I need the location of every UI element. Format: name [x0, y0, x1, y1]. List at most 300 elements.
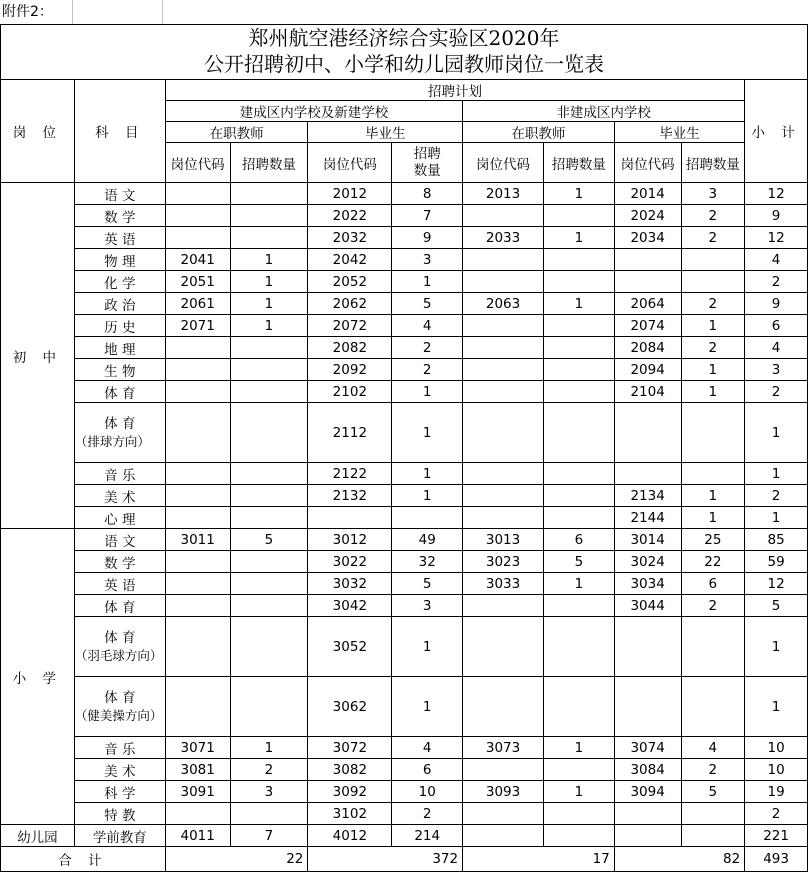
header-post: 岗 位: [1, 80, 75, 183]
count-cell: [681, 403, 745, 463]
post-code-cell: 2144: [614, 507, 681, 529]
attachment-row: [0, 0, 808, 25]
post-code-cell: [463, 595, 544, 617]
post-code-cell: [165, 507, 230, 529]
subject-cell: 生 物: [74, 359, 165, 381]
count-cell: 2: [681, 205, 745, 227]
page-title: [0, 25, 808, 80]
count-cell: [543, 825, 614, 847]
post-code-cell: [165, 381, 230, 403]
count-cell: 6: [543, 529, 614, 551]
subtotal-cell: 1: [745, 507, 808, 529]
count-cell: [543, 463, 614, 485]
count-cell: [543, 249, 614, 271]
subject-note: （羽毛球方向）: [74, 647, 163, 663]
subtotal-cell: 6: [745, 315, 808, 337]
post-code-cell: 3032: [308, 573, 392, 595]
post-code-cell: 2063: [463, 293, 544, 315]
post-code-cell: [463, 359, 544, 381]
group-junior: 初 中: [1, 183, 75, 529]
subject-cell: 体 育: [74, 381, 165, 403]
count-cell: [681, 617, 745, 677]
subtotal-cell: 85: [745, 529, 808, 551]
subtotal-cell: 221: [745, 825, 808, 847]
table-row: [1, 359, 808, 381]
totals-row: [1, 847, 808, 872]
header-built-area: 建成区内学校及新建学校: [165, 101, 462, 122]
total-graduate-built: 372: [308, 847, 463, 872]
count-cell: 4: [392, 315, 463, 337]
post-code-cell: [165, 485, 230, 507]
count-cell: 2: [681, 293, 745, 315]
post-code-cell: 3042: [308, 595, 392, 617]
count-cell: 1: [681, 485, 745, 507]
post-code-cell: [165, 463, 230, 485]
count-cell: 214: [392, 825, 463, 847]
post-code-cell: 2134: [614, 485, 681, 507]
post-code-cell: 3022: [308, 551, 392, 573]
header-count-stacked: 招聘 数量: [392, 143, 463, 183]
count-cell: 2: [681, 227, 745, 249]
subtotal-cell: 4: [745, 249, 808, 271]
post-code-cell: 2102: [308, 381, 392, 403]
group-kindergarten: 幼儿园: [1, 825, 75, 847]
table-row: [1, 403, 808, 463]
subtotal-cell: 10: [745, 759, 808, 781]
post-code-cell: 2094: [614, 359, 681, 381]
count-cell: [543, 485, 614, 507]
count-cell: [230, 595, 308, 617]
count-cell: 5: [681, 781, 745, 803]
count-cell: [543, 507, 614, 529]
count-cell: 3: [230, 781, 308, 803]
post-code-cell: 3081: [165, 759, 230, 781]
header-subtotal: 小 计: [745, 80, 808, 183]
count-cell: 1: [392, 677, 463, 737]
post-code-cell: 2042: [308, 249, 392, 271]
count-cell: 2: [681, 759, 745, 781]
title-line-2: 公开招聘初中、小学和幼儿园教师岗位一览表: [204, 52, 604, 76]
table-row: [1, 463, 808, 485]
post-code-cell: 3102: [308, 803, 392, 825]
post-code-cell: [463, 315, 544, 337]
count-cell: [230, 227, 308, 249]
post-code-cell: [463, 205, 544, 227]
table-row: [1, 485, 808, 507]
count-cell: [681, 803, 745, 825]
header-code: 岗位代码: [308, 143, 392, 183]
post-code-cell: [165, 595, 230, 617]
header-count: 招聘数量: [543, 143, 614, 183]
header-count: 招聘数量: [681, 143, 745, 183]
count-cell: [681, 825, 745, 847]
table-row: [1, 803, 808, 825]
table-row: [1, 529, 808, 551]
table-row: [1, 227, 808, 249]
count-cell: 1: [392, 485, 463, 507]
subject-cell: 英 语: [74, 227, 165, 249]
post-code-cell: [165, 573, 230, 595]
subtotal-cell: 5: [745, 595, 808, 617]
total-grand: 493: [745, 847, 808, 872]
count-cell: [681, 249, 745, 271]
count-cell: 1: [230, 737, 308, 759]
count-cell: 1: [392, 271, 463, 293]
post-code-cell: 2062: [308, 293, 392, 315]
post-code-cell: [463, 825, 544, 847]
post-code-cell: 4011: [165, 825, 230, 847]
count-cell: [543, 359, 614, 381]
post-code-cell: [165, 617, 230, 677]
post-code-cell: 3084: [614, 759, 681, 781]
count-cell: 9: [392, 227, 463, 249]
count-cell: [543, 271, 614, 293]
post-code-cell: 3052: [308, 617, 392, 677]
table-row: [1, 677, 808, 737]
count-cell: 2: [681, 595, 745, 617]
post-code-cell: 2074: [614, 315, 681, 337]
count-cell: 4: [392, 737, 463, 759]
subtotal-cell: 12: [745, 183, 808, 205]
count-cell: 10: [392, 781, 463, 803]
post-code-cell: 3082: [308, 759, 392, 781]
post-code-cell: 3092: [308, 781, 392, 803]
post-code-cell: [463, 463, 544, 485]
post-code-cell: [165, 359, 230, 381]
subject-cell: [74, 677, 165, 737]
count-cell: 1: [392, 463, 463, 485]
count-cell: 1: [230, 293, 308, 315]
count-cell: 1: [543, 737, 614, 759]
header-code: 岗位代码: [165, 143, 230, 183]
post-code-cell: [463, 677, 544, 737]
count-cell: [230, 205, 308, 227]
table-row: [1, 183, 808, 205]
post-code-cell: [165, 403, 230, 463]
count-cell: [230, 463, 308, 485]
post-code-cell: [614, 403, 681, 463]
count-cell: 1: [681, 359, 745, 381]
subtotal-cell: 10: [745, 737, 808, 759]
table-row: [1, 759, 808, 781]
subject-cell: 美 术: [74, 485, 165, 507]
subject-note: （排球方向）: [74, 433, 150, 449]
table-row: [1, 573, 808, 595]
count-cell: [230, 551, 308, 573]
post-code-cell: [463, 507, 544, 529]
post-code-cell: 2012: [308, 183, 392, 205]
post-code-cell: [614, 825, 681, 847]
post-code-cell: [463, 803, 544, 825]
post-code-cell: [614, 249, 681, 271]
subject-cell: 科 学: [74, 781, 165, 803]
count-cell: 1: [230, 249, 308, 271]
subject-cell: 历 史: [74, 315, 165, 337]
post-code-cell: [463, 337, 544, 359]
subtotal-cell: 2: [745, 271, 808, 293]
post-code-cell: [463, 403, 544, 463]
header-count: 招聘数量: [230, 143, 308, 183]
count-cell: [681, 677, 745, 737]
post-code-cell: [614, 271, 681, 293]
count-cell: 2: [230, 759, 308, 781]
count-cell: [543, 595, 614, 617]
post-code-cell: 3074: [614, 737, 681, 759]
subtotal-cell: 1: [745, 617, 808, 677]
post-code-cell: 2013: [463, 183, 544, 205]
post-code-cell: 3073: [463, 737, 544, 759]
post-code-cell: [463, 759, 544, 781]
count-cell: 3: [681, 183, 745, 205]
subject-cell: 数 学: [74, 551, 165, 573]
post-code-cell: 2082: [308, 337, 392, 359]
subject-cell: 英 语: [74, 573, 165, 595]
subject-cell: 数 学: [74, 205, 165, 227]
count-cell: [543, 403, 614, 463]
post-code-cell: 2022: [308, 205, 392, 227]
count-cell: 2: [681, 337, 745, 359]
count-cell: 2: [392, 337, 463, 359]
subject-note: （健美操方向）: [74, 707, 163, 723]
post-code-cell: [463, 271, 544, 293]
subtotal-cell: 1: [745, 463, 808, 485]
count-cell: [681, 463, 745, 485]
count-cell: [543, 677, 614, 737]
header-plan: 招聘计划: [165, 80, 744, 101]
header-subject: 科 目: [74, 80, 165, 183]
post-code-cell: 2052: [308, 271, 392, 293]
count-cell: [543, 315, 614, 337]
count-cell: [543, 337, 614, 359]
count-cell: 7: [230, 825, 308, 847]
post-code-cell: [614, 617, 681, 677]
count-cell: [543, 381, 614, 403]
count-cell: 1: [392, 617, 463, 677]
post-code-cell: 2122: [308, 463, 392, 485]
count-cell: [543, 803, 614, 825]
post-code-cell: 3094: [614, 781, 681, 803]
count-cell: 5: [392, 293, 463, 315]
post-code-cell: 3023: [463, 551, 544, 573]
post-code-cell: 3024: [614, 551, 681, 573]
post-code-cell: 3071: [165, 737, 230, 759]
subtotal-cell: 3: [745, 359, 808, 381]
subject-cell: [74, 403, 165, 463]
post-code-cell: [165, 205, 230, 227]
subtotal-cell: 2: [745, 803, 808, 825]
subject-name: 体 育: [104, 415, 136, 432]
header-code: 岗位代码: [614, 143, 681, 183]
post-code-cell: 2112: [308, 403, 392, 463]
count-cell: 1: [543, 183, 614, 205]
subject-name: 体 育: [104, 689, 136, 706]
count-cell: 8: [392, 183, 463, 205]
count-cell: [230, 803, 308, 825]
count-cell: [230, 617, 308, 677]
subject-cell: 地 理: [74, 337, 165, 359]
count-cell: 1: [543, 781, 614, 803]
count-cell: 1: [681, 315, 745, 337]
header-in-service-non-built: 在职教师: [463, 122, 615, 143]
post-code-cell: 2092: [308, 359, 392, 381]
post-code-cell: [165, 677, 230, 737]
count-cell: [230, 183, 308, 205]
post-code-cell: [614, 803, 681, 825]
count-cell: 3: [392, 249, 463, 271]
subject-cell: 物 理: [74, 249, 165, 271]
post-code-cell: 3014: [614, 529, 681, 551]
totals-label: 合 计: [1, 847, 166, 872]
post-code-cell: 4012: [308, 825, 392, 847]
subtotal-cell: 2: [745, 381, 808, 403]
title-line-1: 郑州航空港经济综合实验区2020年: [248, 26, 560, 50]
count-cell: [230, 573, 308, 595]
subject-cell: 语 文: [74, 183, 165, 205]
post-code-cell: 3013: [463, 529, 544, 551]
post-code-cell: 2041: [165, 249, 230, 271]
header-code: 岗位代码: [463, 143, 544, 183]
table-row: [1, 249, 808, 271]
subtotal-cell: 4: [745, 337, 808, 359]
count-cell: 4: [681, 737, 745, 759]
post-code-cell: [614, 463, 681, 485]
post-code-cell: 3034: [614, 573, 681, 595]
subtotal-cell: 59: [745, 551, 808, 573]
header-graduate-built: 毕业生: [308, 122, 463, 143]
count-cell: 1: [543, 227, 614, 249]
subtotal-cell: 2: [745, 485, 808, 507]
subject-cell: 心 理: [74, 507, 165, 529]
count-cell: 22: [681, 551, 745, 573]
post-code-cell: 3044: [614, 595, 681, 617]
total-graduate-non-built: 82: [614, 847, 744, 872]
count-cell: 1: [681, 507, 745, 529]
subtotal-cell: 12: [745, 573, 808, 595]
subtotal-cell: 1: [745, 677, 808, 737]
post-code-cell: 3011: [165, 529, 230, 551]
post-code-cell: [463, 381, 544, 403]
post-code-cell: [165, 227, 230, 249]
post-code-cell: 2014: [614, 183, 681, 205]
subject-cell: 美 术: [74, 759, 165, 781]
group-primary: 小 学: [1, 529, 75, 825]
post-code-cell: [165, 183, 230, 205]
count-cell: 1: [392, 403, 463, 463]
subtotal-cell: 19: [745, 781, 808, 803]
count-cell: [230, 381, 308, 403]
post-code-cell: 2072: [308, 315, 392, 337]
post-code-cell: 3072: [308, 737, 392, 759]
post-code-cell: 2061: [165, 293, 230, 315]
table-row: [1, 825, 808, 847]
post-code-cell: [165, 803, 230, 825]
subtotal-cell: 9: [745, 205, 808, 227]
count-cell: [543, 617, 614, 677]
post-code-cell: [614, 677, 681, 737]
subject-cell: [74, 617, 165, 677]
table-body: [1, 183, 808, 847]
subtotal-cell: 1: [745, 403, 808, 463]
table-row: [1, 507, 808, 529]
count-cell: [230, 507, 308, 529]
header-non-built-area: 非建成区内学校: [463, 101, 745, 122]
post-code-cell: 2033: [463, 227, 544, 249]
count-cell: 1: [543, 293, 614, 315]
count-cell: [543, 759, 614, 781]
subject-cell: 体 育: [74, 595, 165, 617]
post-code-cell: 2064: [614, 293, 681, 315]
table-row: [1, 737, 808, 759]
table-row: [1, 551, 808, 573]
count-cell: 5: [543, 551, 614, 573]
subject-cell: 特 教: [74, 803, 165, 825]
count-cell: 6: [392, 759, 463, 781]
count-cell: 2: [392, 359, 463, 381]
count-cell: [230, 337, 308, 359]
post-code-cell: 3093: [463, 781, 544, 803]
post-code-cell: 2071: [165, 315, 230, 337]
post-code-cell: [165, 337, 230, 359]
count-cell: 49: [392, 529, 463, 551]
header-graduate-non-built: 毕业生: [614, 122, 744, 143]
count-cell: [681, 271, 745, 293]
post-code-cell: 2132: [308, 485, 392, 507]
count-cell: 5: [392, 573, 463, 595]
subject-name: 体 育: [104, 629, 136, 646]
subject-cell: 音 乐: [74, 737, 165, 759]
post-code-cell: [463, 249, 544, 271]
subtotal-cell: 12: [745, 227, 808, 249]
post-code-cell: [463, 485, 544, 507]
post-code-cell: 3033: [463, 573, 544, 595]
count-cell: 32: [392, 551, 463, 573]
post-code-cell: [308, 507, 392, 529]
post-code-cell: 3062: [308, 677, 392, 737]
post-code-cell: 2032: [308, 227, 392, 249]
table-row: [1, 205, 808, 227]
count-cell: 1: [681, 381, 745, 403]
subject-cell: 学前教育: [74, 825, 165, 847]
count-cell: 2: [392, 803, 463, 825]
count-cell: [230, 677, 308, 737]
count-cell: 6: [681, 573, 745, 595]
post-code-cell: [463, 617, 544, 677]
post-code-cell: 2084: [614, 337, 681, 359]
table-row: [1, 617, 808, 677]
grid-cell: [72, 0, 163, 24]
subject-cell: 音 乐: [74, 463, 165, 485]
count-cell: [392, 507, 463, 529]
count-cell: [230, 485, 308, 507]
table-row: [1, 293, 808, 315]
count-cell: 1: [543, 573, 614, 595]
post-code-cell: [165, 551, 230, 573]
subject-cell: 语 文: [74, 529, 165, 551]
count-cell: 1: [230, 315, 308, 337]
table-row: [1, 315, 808, 337]
table-row: [1, 595, 808, 617]
post-code-cell: 2034: [614, 227, 681, 249]
table-row: [1, 381, 808, 403]
table-row: [1, 337, 808, 359]
post-code-cell: 3012: [308, 529, 392, 551]
subject-cell: 化 学: [74, 271, 165, 293]
subject-cell: 政 治: [74, 293, 165, 315]
count-cell: 5: [230, 529, 308, 551]
count-cell: 25: [681, 529, 745, 551]
table-row: [1, 271, 808, 293]
total-in-service-built: 22: [165, 847, 308, 872]
